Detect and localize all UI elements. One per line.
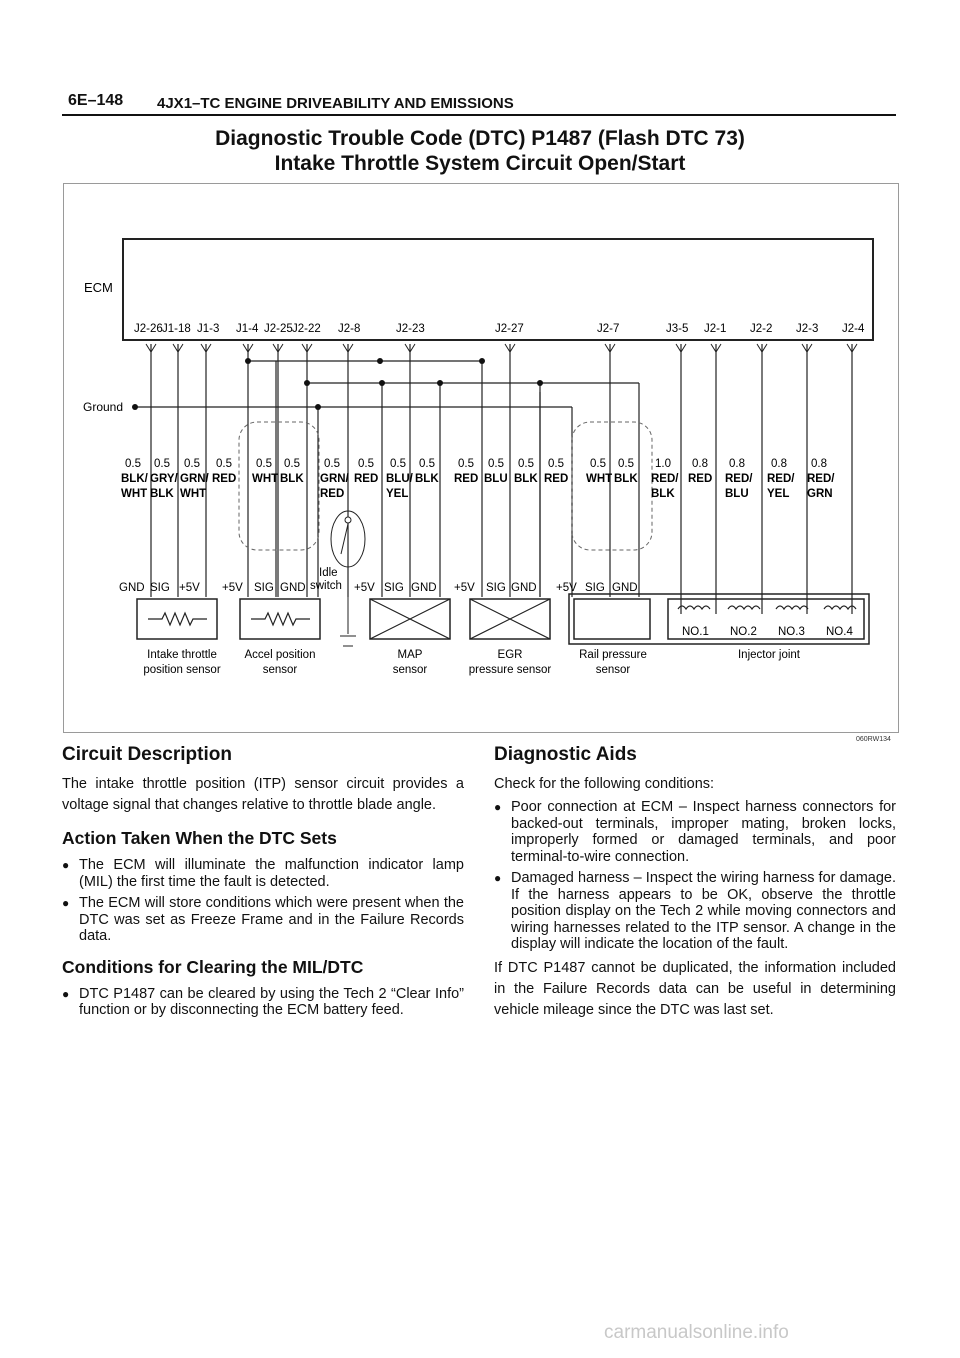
wire-gauge: 0.5 [458,458,474,470]
terminal-label: +5V [454,582,475,594]
wire-color: BLK/ [121,473,148,485]
injector-label: NO.3 [778,626,805,638]
pin-label: J3-5 [666,323,689,335]
wire-gauge: 0.5 [548,458,564,470]
header-rule [62,114,896,116]
bullet-icon: ● [494,800,502,814]
wire-color: RED [354,473,379,485]
diagnostic-aids-outro: If DTC P1487 cannot be duplicated, the information included in the Failure Records data can be useful in determining vehicle mileage since the DTC was last set. [494,959,896,1018]
wire-color: YEL [767,488,790,500]
wire-gauge: 0.8 [729,458,745,470]
rail-shield [572,422,652,550]
wire-gauge: 0.5 [184,458,200,470]
terminal-label: SIG [585,582,605,594]
component-name: Rail pressure [579,649,647,661]
list-item: ● Damaged harness – Inspect the wiring harness for damage. If the harness appears to be OK, observe the throttle position display on the Tech 2 while moving connectors and wiring harnesses related to the ITP sensor. A change in the display will indicate the location of the fault. [494,870,896,952]
component-name: Intake throttle [147,649,217,661]
terminal-label: +5V [556,582,577,594]
list-item: ● DTC P1487 can be cleared by using the Tech 2 “Clear Info” function or by disconnecting the ECM battery feed. [62,985,464,1018]
injector-label: NO.4 [826,626,853,638]
wire-gauge: 0.5 [358,458,374,470]
wire-color: WHT [252,473,279,485]
pin-label: J2-3 [796,323,819,335]
clearing-heading: Conditions for Clearing the MIL/DTC [62,956,364,977]
wiring-diagram [63,183,899,733]
terminal-labels [119,582,638,594]
dtc-subtitle: Intake Throttle System Circuit Open/Start [274,152,686,175]
left-column [62,744,464,1024]
wire-gauge: 0.5 [216,458,232,470]
injector-labels [682,626,853,638]
wire-color-labels [121,458,835,500]
sensor-boxes [137,594,869,644]
idle-switch-label-2: switch [310,580,342,592]
wire-color: BLU [725,488,749,500]
wire-color: YEL [386,488,409,500]
wire-color: GRN/ [180,473,209,485]
page-number: 6E–148 [68,92,124,109]
wire-color: RED [212,473,237,485]
wire-gauge: 0.5 [125,458,141,470]
wire-gauge: 0.5 [518,458,534,470]
wire-color: GRN [807,488,833,500]
pin-label: J2-27 [495,323,524,335]
pin-label: J2-22 [292,323,321,335]
terminal-label: GND [411,582,437,594]
wire-color: GRY/ [150,473,178,485]
wire-color: RED [544,473,569,485]
wire-color: BLK [651,488,675,500]
right-column [494,744,896,1025]
bullet-icon: ● [62,896,70,910]
pin-label: J2-8 [338,323,361,335]
component-name: position sensor [143,664,221,676]
wire-gauge: 1.0 [655,458,671,470]
list-item: ● The ECM will store conditions which were present when the DTC was set as Freeze Frame and in the Failure Records data. [62,895,464,944]
diagnostic-aids-heading: Diagnostic Aids [494,744,637,765]
component-name: sensor [392,664,428,676]
component-name: sensor [595,664,631,676]
wire-color: WHT [121,488,148,500]
ecm-label: ECM [84,280,113,295]
component-name: Injector joint [737,649,801,661]
ground-label: Ground [83,400,124,414]
action-heading: Action Taken When the DTC Sets [62,828,337,848]
wire-gauge: 0.5 [284,458,300,470]
diagnostic-aids-list [494,799,896,953]
wire-gauge: 0.5 [390,458,406,470]
wire-color: RED/ [767,473,795,485]
terminal-label: GND [612,582,638,594]
pin-label: J1-18 [162,323,191,335]
component-name: EGR [497,649,523,661]
injector-coils [678,606,856,609]
wire-color: GRN/ [320,473,349,485]
terminal-label: SIG [384,582,404,594]
figure-id: 060RW134 [856,736,891,743]
wire-color: RED/ [725,473,753,485]
watermark: carmanualsonline.info [604,1322,789,1343]
pin-labels [134,323,865,335]
pin-label: J2-26 [134,323,163,335]
terminal-label: GND [280,582,306,594]
wire-color: BLK [514,473,538,485]
wire-gauge: 0.5 [324,458,340,470]
wire-gauge: 0.8 [692,458,708,470]
x-boxes [370,599,550,639]
dtc-title: Diagnostic Trouble Code (DTC) P1487 (Flash DTC 73) [215,127,745,150]
component-name: MAP [397,649,423,661]
bullet-icon: ● [494,871,502,885]
terminal-label: +5V [222,582,243,594]
terminal-label: GND [119,582,145,594]
wire-color: RED [688,473,713,485]
injector-label: NO.2 [730,626,757,638]
wire-color: WHT [586,473,613,485]
component-name: Accel position [244,649,316,661]
terminal-label: +5V [179,582,200,594]
terminal-label: +5V [354,582,375,594]
pin-label: J2-4 [842,323,865,335]
circuit-description-text: The intake throttle position (ITP) sensor circuit provides a voltage signal that changes relative to throttle blade angle. [62,776,464,813]
wire-color: WHT [180,488,207,500]
pin-label: J2-7 [597,323,620,335]
terminal-label: SIG [150,582,170,594]
wire-gauge: 0.8 [771,458,787,470]
wire-color: BLK [614,473,638,485]
list-item: ● The ECM will illuminate the malfunction indicator lamp (MIL) the first time the fault is detected. [62,857,464,890]
wire-gauge: 0.5 [590,458,606,470]
wire-color: BLK [415,473,439,485]
terminal-label: SIG [254,582,274,594]
component-name: sensor [262,664,298,676]
wire-color: BLK [150,488,174,500]
wire-color: RED/ [651,473,679,485]
wire-color: BLU [484,473,508,485]
diagnostic-aids-intro: Check for the following conditions: [494,776,715,792]
idle-switch-label: Idle [319,567,338,579]
pin-label: J2-23 [396,323,425,335]
pin-label: J1-3 [197,323,220,335]
terminal-label: SIG [486,582,506,594]
pin-label: J1-4 [236,323,259,335]
wire-gauge: 0.5 [488,458,504,470]
wire-color: BLK [280,473,304,485]
action-list [62,857,464,945]
component-name: pressure sensor [468,664,552,676]
wire-color: RED [320,488,345,500]
wire-gauge: 0.5 [154,458,170,470]
section-title: 4JX1–TC ENGINE DRIVEABILITY AND EMISSIONS [157,95,514,112]
list-item: ● Poor connection at ECM – Inspect harness connectors for backed-out terminals, improper mating, broken locks, improperly formed or damaged terminals, and poor terminal-to-wire connection. [494,799,896,865]
wire-color: RED [454,473,479,485]
junction-dots [132,358,543,410]
potentiometer-symbols [148,613,310,625]
component-labels [143,649,800,676]
injector-label: NO.1 [682,626,709,638]
pin-label: J2-25 [264,323,293,335]
wire-color: RED/ [807,473,835,485]
wire-gauge: 0.5 [618,458,634,470]
wire-gauge: 0.5 [256,458,272,470]
pin-label: J2-1 [704,323,727,335]
pin-label: J2-2 [750,323,773,335]
wire-color: BLU/ [386,473,413,485]
bullet-icon: ● [62,986,70,1001]
circuit-description-heading: Circuit Description [62,744,232,765]
bullet-icon: ● [62,858,70,872]
wire-gauge: 0.8 [811,458,827,470]
clearing-list [62,986,464,1019]
terminal-label: GND [511,582,537,594]
wire-gauge: 0.5 [419,458,435,470]
